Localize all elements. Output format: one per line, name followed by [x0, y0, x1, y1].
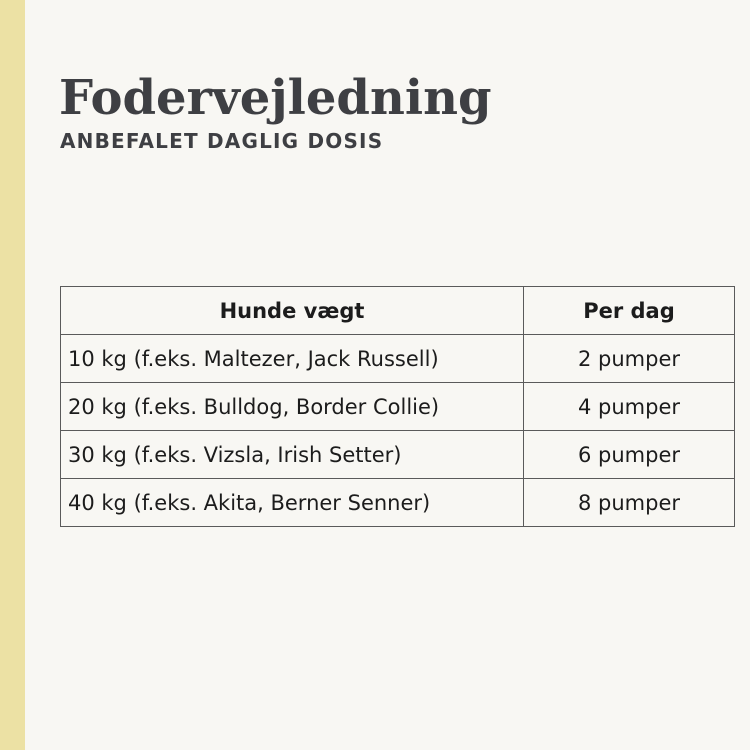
column-header-per-day: Per dag — [524, 287, 735, 335]
page-title: Fodervejledning — [59, 70, 492, 126]
table-row — [61, 383, 735, 431]
dose-cell: 6 pumper — [524, 431, 735, 479]
table-row — [61, 479, 735, 527]
dose-cell: 8 pumper — [524, 479, 735, 527]
weight-cell: 10 kg (f.eks. Maltezer, Jack Russell) — [61, 335, 524, 383]
table-row — [61, 431, 735, 479]
table-header-row — [61, 287, 735, 335]
weight-cell: 20 kg (f.eks. Bulldog, Border Collie) — [61, 383, 524, 431]
weight-cell: 40 kg (f.eks. Akita, Berner Senner) — [61, 479, 524, 527]
column-header-weight: Hunde vægt — [61, 287, 524, 335]
accent-stripe — [0, 0, 25, 750]
feeding-table — [60, 286, 735, 527]
dose-cell: 2 pumper — [524, 335, 735, 383]
weight-cell: 30 kg (f.eks. Vizsla, Irish Setter) — [61, 431, 524, 479]
dose-cell: 4 pumper — [524, 383, 735, 431]
page-subtitle: ANBEFALET DAGLIG DOSIS — [60, 129, 384, 153]
table-row — [61, 335, 735, 383]
